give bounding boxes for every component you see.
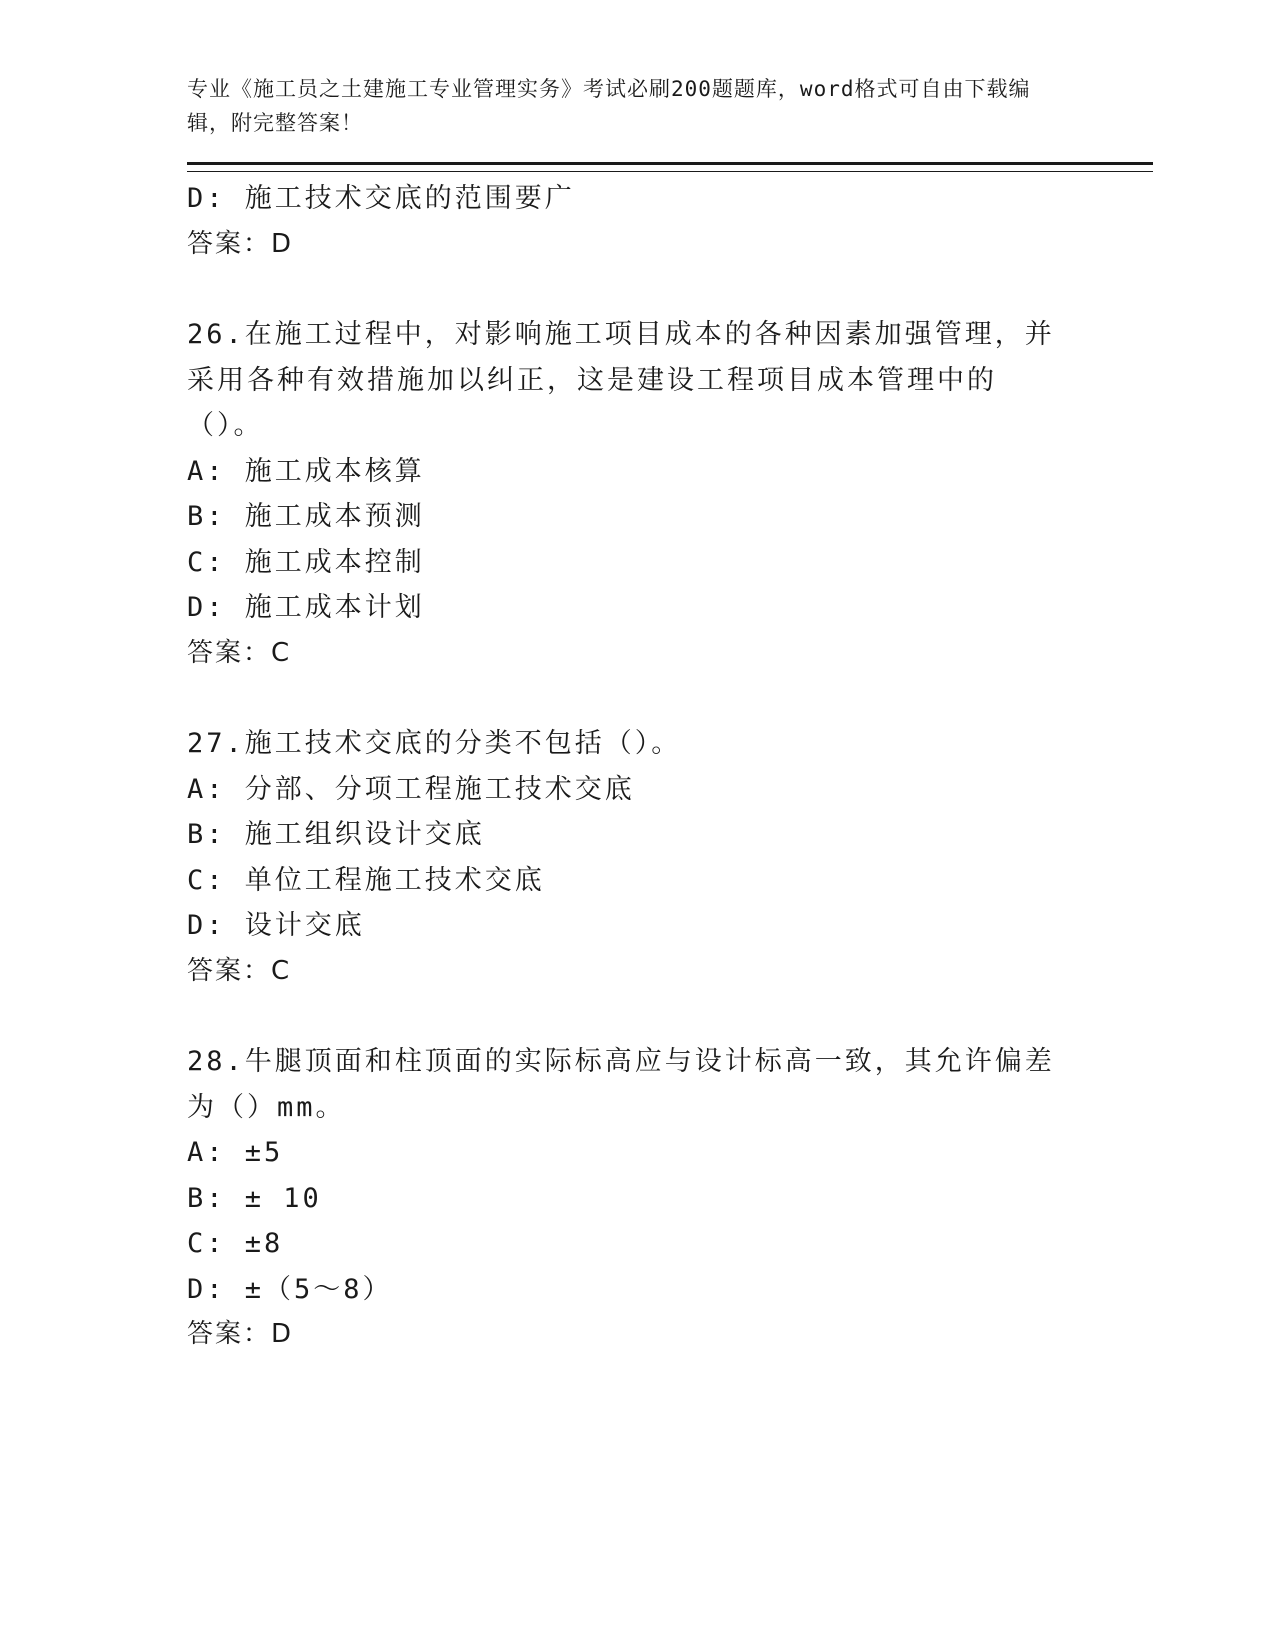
option-a: A: 分部、分项工程施工技术交底 [187, 773, 635, 805]
document-body [187, 176, 1147, 1358]
question-text: 26.在施工过程中，对影响施工项目成本的各种因素加强管理，并采用各种有效措施加以纠正，这是建设工程项目成本管理中的（）。 [187, 319, 1055, 441]
document-page [187, 72, 1147, 1358]
question-26 [187, 312, 1147, 676]
answer: 答案：D [187, 1319, 294, 1349]
option-d: D: ±（5～8） [187, 1273, 393, 1305]
option-d: D: 施工成本计划 [187, 592, 425, 623]
option-c: C: ±8 [187, 1228, 284, 1259]
option-c: C: 施工成本控制 [187, 546, 425, 578]
option-d: D: 设计交底 [187, 910, 365, 941]
option-a: A: 施工成本核算 [187, 455, 425, 487]
option-b: B: ± 10 [187, 1182, 322, 1214]
option-a: A: ±5 [187, 1137, 284, 1168]
header-divider [187, 162, 1153, 172]
option-d: D: 施工技术交底的范围要广 [187, 183, 575, 214]
option-b: B: 施工成本预测 [187, 501, 425, 532]
question-27 [187, 721, 1147, 994]
option-b: B: 施工组织设计交底 [187, 819, 485, 850]
answer: 答案：C [187, 637, 292, 668]
question-text: 28.牛腿顶面和柱顶面的实际标高应与设计标高一致，其允许偏差为（）mm。 [187, 1046, 1055, 1123]
question-28 [187, 1039, 1147, 1358]
answer: 答案：D [187, 228, 294, 259]
question-text: 27.施工技术交底的分类不包括（）。 [187, 728, 682, 759]
option-c: C: 单位工程施工技术交底 [187, 864, 545, 896]
document-header: 专业《施工员之土建施工专业管理实务》考试必刷200题题库，word格式可自由下载编辑，附完整答案！ [187, 77, 1031, 135]
answer: 答案：C [187, 955, 292, 986]
